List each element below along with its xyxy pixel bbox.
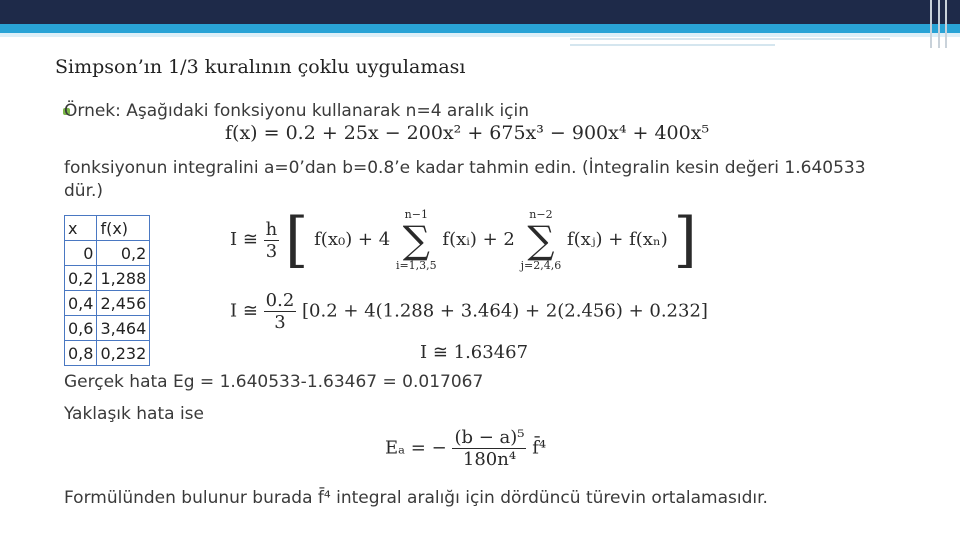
approx-error-formula — [385, 427, 546, 470]
fraction-h-over-3: $\frac{h}{3}$ — [265, 218, 278, 262]
footer-text: Formülünden bulunur burada f̄⁴ integral aralığı için dördüncü türevin ortalamasıdır. — [64, 488, 768, 508]
integral-text-line1: fonksiyonun integralini a=0’dan b=0.8’e kadar tahmin edin. (İntegralin kesin değeri 1.640533 — [64, 158, 866, 178]
slide-title: Simpson’ın 1/3 kuralının çoklu uygulaması — [55, 56, 466, 78]
decor-line — [570, 44, 775, 46]
formula-term: f(xⱼ) + f(xₙ) — [566, 229, 668, 250]
result-formula: I ≅ 1.63467 — [420, 342, 529, 363]
table-row — [65, 341, 150, 366]
table-header-fx: f(x) — [97, 216, 150, 241]
table-row — [65, 241, 150, 266]
open-bracket: [ — [284, 205, 309, 275]
approx-error-label: Yaklaşık hata ise — [64, 404, 204, 424]
table-cell: 0,6 — [65, 316, 97, 341]
formula-lhs: Eₐ = − — [385, 437, 447, 459]
decor-vertical-bar — [945, 0, 947, 48]
decor-vertical-bar — [930, 0, 932, 48]
decor-vertical-bar — [938, 0, 940, 48]
formula-term: f(x₀) + 4 — [314, 229, 391, 250]
composite-formula — [230, 205, 697, 275]
formula-tail: f̄⁴ — [532, 437, 547, 459]
table-cell: 2,456 — [97, 291, 150, 316]
fraction-0-2-over-3: $\frac{0.2}{3}$ — [265, 290, 295, 333]
sum-symbol: n−1 ∑ i=1,3,5 — [395, 208, 437, 272]
table-cell: 0,2 — [97, 241, 150, 266]
table-cell: 0 — [65, 241, 97, 266]
formula-term: f(xᵢ) + 2 — [442, 229, 515, 250]
formula-lhs: I ≅ — [230, 229, 258, 250]
light-bar — [0, 33, 960, 37]
error-fraction: $\frac{\text{(b − a)⁵}}{\text{180n⁴}}$ — [454, 427, 525, 470]
value-table — [64, 215, 150, 366]
accent-bar — [0, 24, 960, 33]
table-row — [65, 291, 150, 316]
function-formula: f(x) = 0.2 + 25x − 200x² + 675x³ − 900x⁴ + 400x⁵ — [225, 122, 710, 144]
table-row — [65, 316, 150, 341]
table-cell: 0,8 — [65, 341, 97, 366]
table-cell: 0,2 — [65, 266, 97, 291]
formula-body: [0.2 + 4(1.288 + 3.464) + 2(2.456) + 0.232] — [302, 300, 708, 322]
integral-text-line2: dür.) — [64, 181, 104, 201]
decor-line — [570, 38, 890, 40]
formula-lhs: I ≅ — [230, 300, 258, 322]
table-cell: 0,4 — [65, 291, 97, 316]
close-bracket: ] — [673, 205, 697, 275]
table-header-x: x — [65, 216, 97, 241]
example-intro: Örnek: Aşağıdaki fonksiyonu kullanarak n=4 aralık için — [64, 101, 530, 121]
table-cell: 3,464 — [97, 316, 150, 341]
true-error-text: Gerçek hata Eg = 1.640533-1.63467 = 0.017067 — [64, 372, 484, 392]
table-row — [65, 266, 150, 291]
table-cell: 0,232 — [97, 341, 150, 366]
table-cell: 1,288 — [97, 266, 150, 291]
substituted-formula — [230, 290, 708, 333]
sum-symbol: n−2 ∑ j=2,4,6 — [520, 208, 562, 272]
top-header-bar — [0, 0, 960, 24]
